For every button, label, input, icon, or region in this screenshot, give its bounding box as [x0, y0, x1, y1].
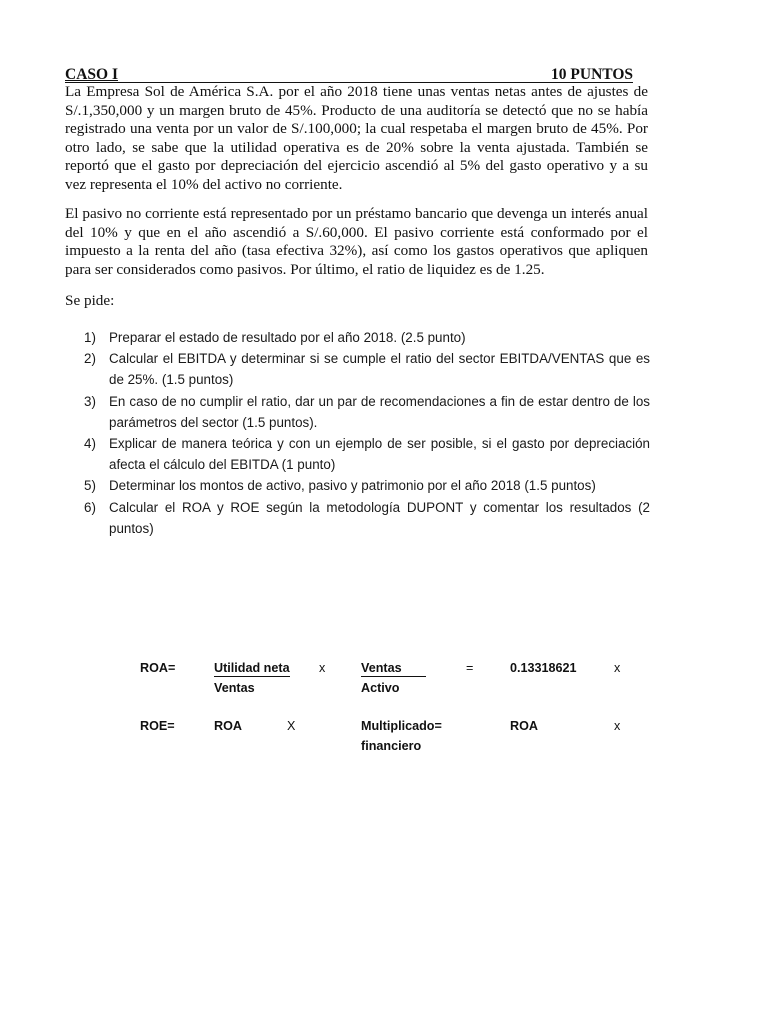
task-item: [84, 391, 650, 433]
task-text: Preparar el estado de resultado por el año 2018. (2.5 punto): [109, 330, 466, 345]
roe-result-roa: ROA: [510, 719, 538, 733]
roe-term-roa: ROA: [214, 719, 242, 733]
roa-trailing-multiply: x: [614, 661, 621, 675]
task-number: 4): [84, 436, 96, 452]
task-text: En caso de no cumplir el ratio, dar un par de recomendaciones a fin de estar dentro de los parámetros del sector (1.5 puntos).: [109, 393, 650, 430]
task-text: Calcular el ROA y ROE según la metodología DUPONT y comentar los resultados (2 puntos): [109, 499, 650, 536]
case-paragraph-1: La Empresa Sol de América S.A. por el año 2018 tiene unas ventas netas antes de ajustes de S/.1,350,000 y un margen bruto de 45%. Producto de una auditoría se detectó que no se había registrado una venta por un valor de S/.100,000; la cual respetaba el margen bruto de 45%. Por otro lado, se sabe que la utilidad operativa es de 20% sobre la venta ajustada. También se reportó que el gasto por depreciación del ejercicio ascendió al 5% del gasto operativo y a su vez representa el 10% del activo no corriente.: [65, 83, 648, 193]
case-header: [65, 66, 633, 84]
roe-label: ROE=: [140, 719, 175, 733]
roa-equals-sign: =: [466, 661, 474, 675]
task-number: 5): [84, 478, 96, 494]
task-item: [84, 497, 650, 539]
task-number: 3): [84, 393, 96, 409]
roe-multiplicador-line1: Multiplicado=: [361, 719, 442, 733]
task-text: Explicar de manera teórica y con un ejemplo de ser posible, si el gasto por depreciación afecta el cálculo del EBITDA (1 punto): [109, 436, 650, 473]
task-number: 1): [84, 330, 96, 345]
roa-denominator-ventas: Ventas: [214, 681, 255, 695]
case-paragraph-2: El pasivo no corriente está representado por un préstamo bancario que devenga un interés anual del 10% y que en el año ascendió a S/.60,000. El pasivo corriente está conformado por el impuesto a la renta del año (tasa efectiva 32%), así como los gastos operativos que apliquen para ser considerados como pasivos. Por último, el ratio de liquidez es de 1.25.: [65, 205, 648, 278]
roe-trailing-multiply: x: [614, 719, 621, 733]
roa-numerator-ventas: Ventas: [361, 661, 426, 677]
task-item: [84, 433, 650, 475]
case-title: CASO I: [65, 66, 118, 83]
roa-denominator-activo: Activo: [361, 681, 400, 695]
roa-numerator-utilidad-neta: Utilidad neta: [214, 661, 290, 675]
task-list: [84, 327, 650, 539]
task-item: [84, 327, 650, 348]
task-text: Determinar los montos de activo, pasivo y patrimonio por el año 2018 (1.5 puntos): [109, 478, 596, 494]
roa-label: ROA=: [140, 661, 176, 675]
task-number: 2): [84, 351, 96, 367]
task-item: [84, 348, 650, 390]
task-text: Calcular el EBITDA y determinar si se cumple el ratio del sector EBITDA/VENTAS que es de 25%. (1.5 puntos): [109, 351, 650, 388]
case-points: 10 PUNTOS: [551, 66, 633, 83]
task-number: 6): [84, 499, 96, 515]
roe-multiply-sign: X: [287, 719, 296, 733]
roa-multiply-sign: x: [319, 661, 326, 675]
task-item: [84, 475, 650, 496]
se-pide-label: Se pide:: [65, 292, 115, 309]
roe-multiplicador-line2: financiero: [361, 739, 422, 753]
roa-result: 0.13318621: [510, 661, 577, 675]
